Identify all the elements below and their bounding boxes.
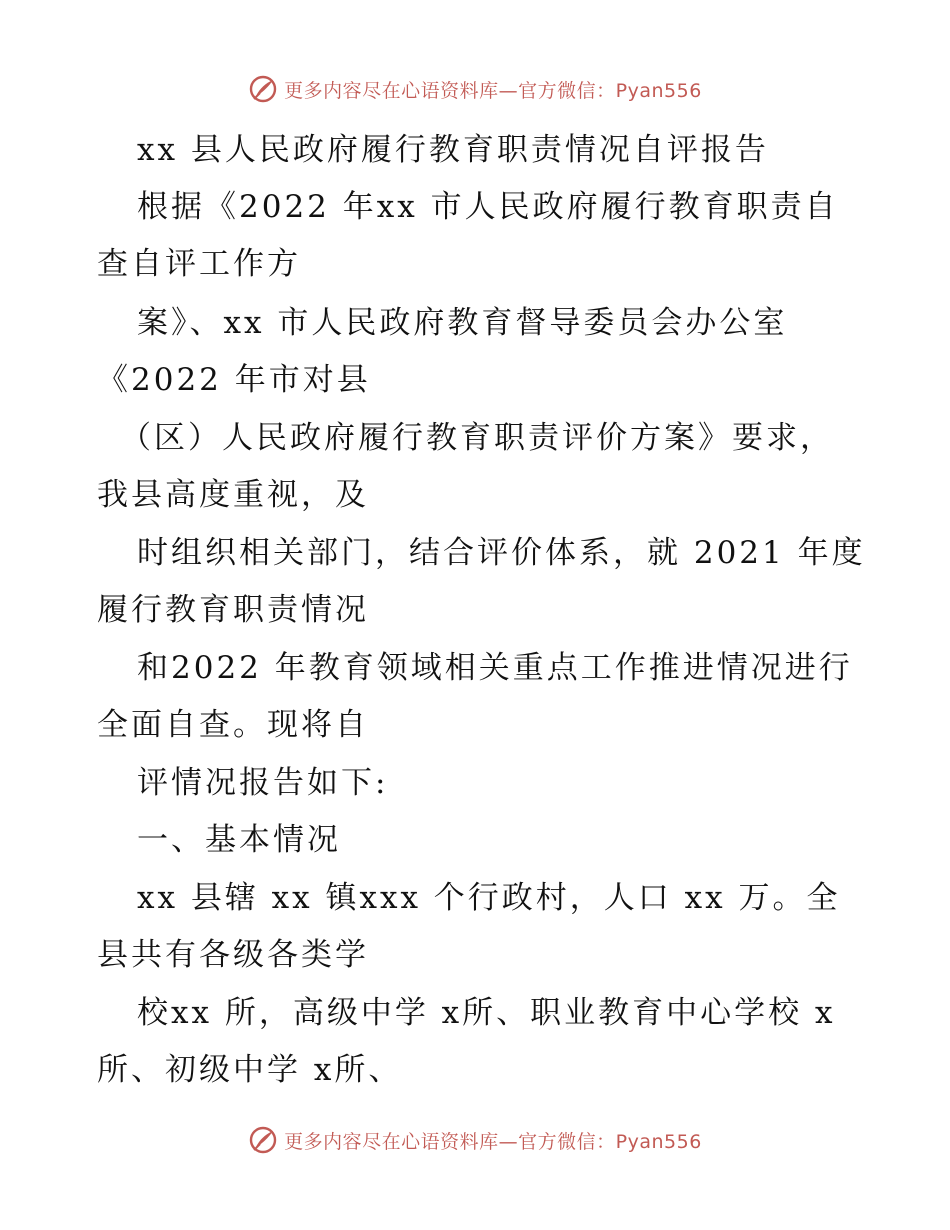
paragraph-line: 县共有各级各类学 <box>97 937 369 973</box>
paragraph-line: 所、初级中学 x所、 <box>97 1052 403 1088</box>
section-heading: 一、基本情况 <box>137 822 341 858</box>
paragraph-line: （区）人民政府履行教育职责评价方案》要求， <box>120 420 834 456</box>
watermark-text: 更多内容尽在心语资料库—官方微信：Pyan556 <box>284 1130 702 1153</box>
paragraph-line: 和2022 年教育领域相关重点工作推进情况进行 <box>137 650 853 686</box>
paragraph-line: 时组织相关部门，结合评价体系，就 2021 年度 <box>137 535 866 571</box>
paragraph-line: 《2022 年市对县 <box>97 362 371 398</box>
paragraph-line: 校xx 所，高级中学 x所、职业教育中心学校 x <box>137 995 836 1031</box>
feather-pen-logo-icon <box>248 74 278 104</box>
paragraph-line: 履行教育职责情况 <box>97 592 369 628</box>
watermark-footer <box>0 1123 950 1157</box>
paragraph-line: 我县高度重视，及 <box>97 477 369 513</box>
paragraph-line: 查自评工作方 <box>97 246 301 282</box>
watermark-text: 更多内容尽在心语资料库—官方微信：Pyan556 <box>284 79 702 102</box>
feather-pen-logo-icon <box>248 1125 278 1155</box>
document-title: xx 县人民政府履行教育职责情况自评报告 <box>137 132 769 168</box>
paragraph-line: 案》、xx 市人民政府教育督导委员会办公室 <box>137 305 788 341</box>
paragraph-line: 根据《2022 年xx 市人民政府履行教育职责自 <box>137 189 839 225</box>
paragraph-line: 评情况报告如下: <box>137 765 389 801</box>
watermark-header <box>0 72 950 106</box>
paragraph-line: 全面自查。现将自 <box>97 707 369 743</box>
paragraph-line: xx 县辖 xx 镇xxx 个行政村，人口 xx 万。全 <box>137 880 841 916</box>
